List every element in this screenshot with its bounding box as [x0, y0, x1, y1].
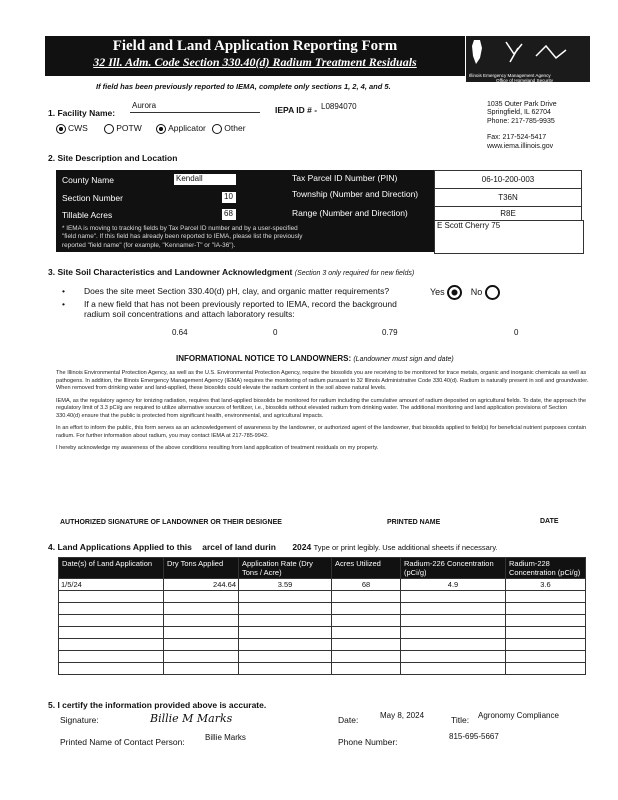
table-cell[interactable]: 3.59	[239, 579, 332, 591]
option-cws[interactable]: CWS	[56, 123, 88, 133]
table-cell[interactable]	[59, 591, 164, 603]
table-cell[interactable]	[506, 627, 586, 639]
table-cell[interactable]	[506, 639, 586, 651]
parcel-id-value[interactable]: 06-10-200-003	[434, 170, 582, 190]
table-row	[59, 627, 586, 639]
table-cell[interactable]	[239, 651, 332, 663]
tillable-acres-label: Tillable Acres	[62, 210, 113, 220]
fieldname-footnote: * IEMA is moving to tracking fields by Tax Parcel ID number and by a user-specified "field name". If this field has already been reported to IEMA, please list the previously reported "field name" (for example, "Kennamer-T" or "IA-36").	[62, 225, 303, 249]
table-header-row	[59, 558, 586, 579]
notice-paragraph-2: IEMA, as the regulatory agency for ionizing radiation, requires that land-applied biosolids be monitored for radium including the cumulative amount of radium deposited on agricultural fields. To date, the approach the regulatory limit of 3.3 pCi/g are required to utilize alternative sources of fertilizer, i.e., biosolids without elevated radium from drinking water. The additional monitoring and land application provisions of Section 330.40(d) ensure that the public is protected from significant health, environmental, and agricultural impacts.	[56, 397, 587, 419]
radio-applicator-icon	[156, 124, 166, 134]
bullet-icon: •	[62, 299, 65, 309]
table-cell[interactable]	[239, 663, 332, 675]
table-cell[interactable]	[59, 663, 164, 675]
table-cell[interactable]	[401, 615, 506, 627]
contact-name-label: Printed Name of Contact Person:	[60, 737, 185, 747]
section3-note: (Section 3 only required for new fields)	[294, 270, 415, 277]
section-number-value[interactable]: 10	[222, 192, 236, 203]
table-cell[interactable]	[506, 651, 586, 663]
field-name-value[interactable]: E Scott Cherry 75	[434, 220, 584, 254]
column-header: Acres Utilized	[332, 558, 401, 579]
yes-no-group	[430, 285, 500, 300]
agency-name: Illinois Emergency Management Agency	[469, 73, 551, 78]
form-subtitle: 32 Ill. Adm. Code Section 330.40(d) Radium Treatment Residuals	[93, 55, 417, 69]
phone-value[interactable]: 815-695-5667	[449, 732, 499, 741]
table-cell[interactable]	[164, 615, 239, 627]
table-row	[59, 639, 586, 651]
contact-signature[interactable]: Billie M Marks	[150, 712, 233, 725]
land-applications-table	[58, 557, 586, 675]
section4-heading	[48, 543, 498, 553]
form-header	[45, 36, 465, 76]
table-cell[interactable]	[164, 639, 239, 651]
notice-paragraph-4: I hereby acknowledge my awareness of the above conditions resulting from land application of treatment residuals on my property.	[56, 445, 379, 452]
table-row	[59, 603, 586, 615]
notice-heading	[176, 354, 454, 364]
table-cell[interactable]	[401, 639, 506, 651]
agency-website[interactable]: www.iema.illinois.gov	[487, 142, 554, 150]
date-label: Date:	[338, 715, 359, 725]
section4-label-b: arcel of land durin	[202, 542, 276, 552]
table-row	[59, 615, 586, 627]
table-cell[interactable]: 68	[332, 579, 401, 591]
column-header: Radium-228 Concentration (pCi/g)	[506, 558, 586, 579]
iepa-id-value[interactable]: L0894070	[321, 102, 357, 111]
instruction-note: If field has been previously reported to IEMA, complete only sections 1, 2, 4, and 5.	[96, 82, 391, 91]
background-value-2[interactable]: 0	[273, 328, 278, 337]
section3-label: 3. Site Soil Characteristics and Landowner Acknowledgment	[48, 267, 293, 277]
table-cell[interactable]	[401, 591, 506, 603]
no-label: No	[470, 286, 483, 297]
table-cell[interactable]	[164, 603, 239, 615]
facility-name-line	[130, 112, 260, 113]
table-cell[interactable]: 4.9	[401, 579, 506, 591]
table-cell[interactable]	[332, 591, 401, 603]
address-line2: Springfield, IL 62704	[487, 109, 551, 117]
table-cell[interactable]	[401, 627, 506, 639]
background-value-1[interactable]: 0.64	[172, 328, 188, 337]
table-cell[interactable]	[164, 627, 239, 639]
agency-logo	[466, 36, 590, 82]
tillable-acres-value[interactable]: 68	[222, 209, 236, 220]
notice-body	[56, 370, 590, 458]
table-cell[interactable]	[332, 627, 401, 639]
column-header: Dry Tons Applied	[164, 558, 239, 579]
section3-heading	[48, 268, 414, 278]
notice-paragraph-3: In an effort to inform the public, this form serves as an acknowledgement of awareness by the landowner, or authorized agent of the landowner, that biosolids applied to field(s) for beneficial nutrient purposes contain radium. For further information about radium, you may contact IEMA at 217-785-9942.	[56, 425, 587, 439]
table-cell[interactable]	[332, 639, 401, 651]
column-header: Date(s) of Land Application	[59, 558, 164, 579]
table-cell[interactable]	[239, 603, 332, 615]
table-cell[interactable]	[239, 591, 332, 603]
parcel-id-label: Tax Parcel ID Number (PIN)	[292, 173, 398, 183]
table-cell[interactable]	[59, 639, 164, 651]
no-radio[interactable]	[485, 285, 500, 300]
signature-label: Signature:	[60, 715, 99, 725]
facility-name-value[interactable]: Aurora	[132, 101, 157, 110]
title-label: Title:	[451, 715, 470, 725]
table-cell[interactable]	[239, 627, 332, 639]
date-value[interactable]: May 8, 2024	[380, 711, 425, 720]
radio-other-icon	[212, 124, 222, 134]
option-potw[interactable]: POTW	[104, 123, 142, 133]
table-cell[interactable]	[506, 615, 586, 627]
table-cell[interactable]	[401, 663, 506, 675]
illinois-map-icon	[466, 36, 590, 68]
background-radium-question: If a new field that has not been previously reported to IEMA, record the background radium soil concentrations and attach laboratory results:	[84, 299, 397, 319]
agency-phone: Phone: 217-785-9935	[487, 117, 555, 125]
table-cell[interactable]	[164, 651, 239, 663]
yes-radio[interactable]	[447, 285, 462, 300]
contact-name-value[interactable]: Billie Marks	[205, 733, 246, 742]
column-header: Radium-226 Concentration (pCi/g)	[401, 558, 506, 579]
table-cell[interactable]	[332, 651, 401, 663]
title-value[interactable]: Agronomy Compliance	[478, 711, 559, 720]
notice-title: INFORMATIONAL NOTICE TO LANDOWNERS:	[176, 354, 352, 363]
table-cell[interactable]	[59, 627, 164, 639]
printed-name-label[interactable]: PRINTED NAME	[387, 519, 441, 526]
table-cell[interactable]	[332, 663, 401, 675]
requirements-question: Does the site meet Section 330.40(d) pH, clay, and organic matter requirements?	[84, 286, 390, 296]
table-cell[interactable]	[164, 591, 239, 603]
table-cell[interactable]	[164, 663, 239, 675]
table-cell[interactable]	[59, 651, 164, 663]
section4-label-a: 4. Land Applications Applied to this	[48, 542, 192, 552]
phone-label: Phone Number:	[338, 737, 398, 747]
background-value-4[interactable]: 0	[514, 328, 519, 337]
radio-cws-icon	[56, 124, 66, 134]
county-label: County Name	[62, 175, 114, 185]
range-label: Range (Number and Direction)	[292, 208, 408, 218]
agency-fax: Fax: 217-524-5417	[487, 134, 547, 142]
table-row	[59, 663, 586, 675]
table-cell[interactable]	[401, 651, 506, 663]
table-cell[interactable]	[59, 603, 164, 615]
table-cell[interactable]	[506, 591, 586, 603]
yes-label: Yes	[430, 286, 445, 297]
table-cell[interactable]	[506, 663, 586, 675]
table-cell[interactable]	[332, 603, 401, 615]
address-line1: 1035 Outer Park Drive	[487, 101, 557, 108]
section1-label: 1. Facility Name:	[48, 108, 116, 118]
section-number-label: Section Number	[62, 193, 123, 203]
option-other[interactable]: Other	[212, 123, 245, 133]
agency-sub: Office of Homeland Security	[496, 78, 554, 83]
notice-paragraph-1: The Illinois Environmental Protection Agency, as well as the U.S. Environmental Protection Agency, require the biosolids you are receiving to be monitored for trace metals, organic and inorganic chemicals as well as pathogens. In addition, the Illinois Emergency Management Agency (IEMA) requires the monitoring of radium pursuant to 32 Illinois Administrative Code 330.40(d). Radium is naturally present in soil and groundwater. When removed from drinking water and land-applied, these biosolids could elevate the radium content in the soil above natural levels.	[56, 370, 589, 392]
agency-address	[487, 101, 557, 151]
table-cell[interactable]	[239, 639, 332, 651]
facility-type-options	[56, 124, 246, 134]
bullet-icon: •	[62, 286, 65, 296]
section4-year[interactable]: 2024	[292, 542, 312, 552]
range-value[interactable]: R8E	[434, 206, 582, 222]
landowner-signature-label[interactable]: AUTHORIZED SIGNATURE OF LANDOWNER OR THEIR DESIGNEE	[60, 519, 282, 526]
section2-label: 2. Site Description and Location	[48, 153, 178, 163]
table-row	[59, 591, 586, 603]
option-applicator[interactable]: Applicator	[156, 123, 206, 133]
table-cell[interactable]: 244.64	[164, 579, 239, 591]
table-cell[interactable]: 1/5/24	[59, 579, 164, 591]
table-cell[interactable]	[506, 603, 586, 615]
form-title: Field and Land Application Reporting Form	[112, 38, 398, 54]
table-cell[interactable]: 3.6	[506, 579, 586, 591]
site-description-box	[56, 170, 434, 252]
township-value[interactable]: T36N	[434, 188, 582, 208]
table-cell[interactable]	[401, 603, 506, 615]
column-header: Application Rate (Dry Tons / Acre)	[239, 558, 332, 579]
landowner-date-label[interactable]: DATE	[540, 518, 559, 525]
table-cell[interactable]	[59, 615, 164, 627]
table-row	[59, 651, 586, 663]
table-row	[59, 579, 586, 591]
table-cell[interactable]	[332, 615, 401, 627]
notice-title-note: (Landowner must sign and date)	[353, 356, 454, 363]
township-label: Township (Number and Direction)	[292, 189, 419, 199]
section5-label: 5. I certify the information provided above is accurate.	[48, 700, 267, 710]
table-cell[interactable]	[239, 615, 332, 627]
radio-potw-icon	[104, 124, 114, 134]
county-value[interactable]: Kendall	[174, 174, 236, 185]
background-value-3[interactable]: 0.79	[382, 328, 398, 337]
section4-instruction: Type or print legibly. Use additional sheets if necessary.	[313, 543, 498, 552]
iepa-id-label: IEPA ID # -	[275, 105, 318, 115]
